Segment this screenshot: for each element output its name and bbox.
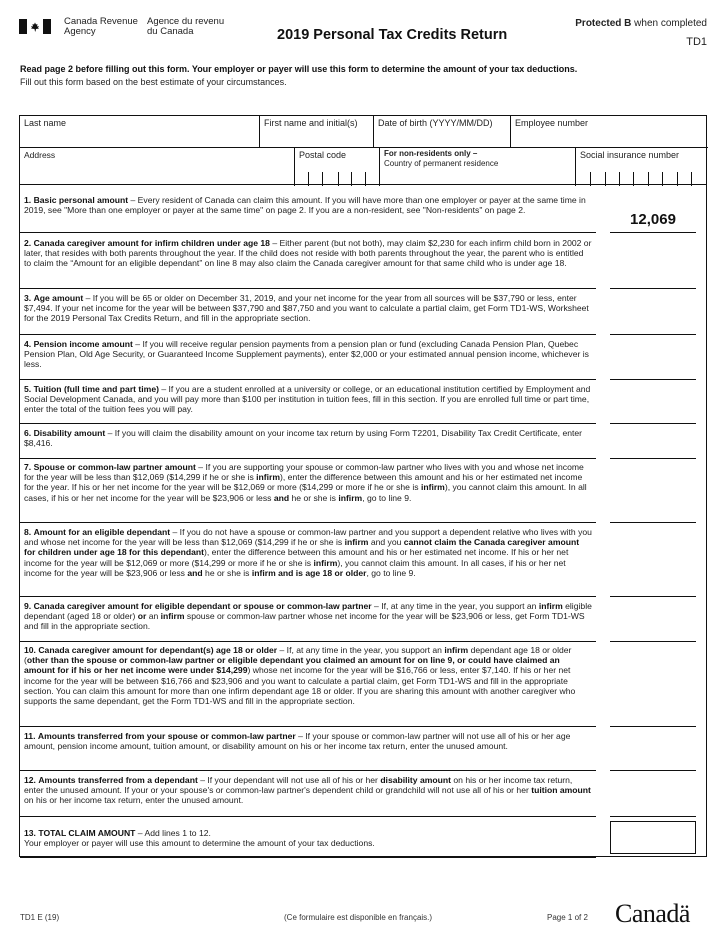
line-8-amount[interactable]: [610, 596, 696, 597]
line-13-total-claim-amount: 13. TOTAL CLAIM AMOUNT – Add lines 1 to 12. Your employer or payer will use this amount to determine the amount of your tax deductions.: [24, 828, 375, 849]
postal-code-field[interactable]: Postal code: [299, 150, 347, 160]
line-1-amount[interactable]: 12,069: [630, 211, 676, 228]
french-availability-note: (Ce formulaire est disponible en français.): [284, 913, 433, 922]
line-1-basic-personal-amount: 1. Basic personal amount – Every resident of Canada can claim this amount. If you will have more than one employer or payer at the same time in 2019, see "More than one employer or payer at the same time" on page 2. If you are a non-resident, see "Non-residents" on page 2.: [24, 195, 586, 216]
agency-name-french: Agence du revenu du Canada: [147, 16, 225, 37]
address-field[interactable]: Address: [24, 150, 56, 160]
agency-name-english: Canada Revenue Agency: [64, 16, 138, 37]
canada-flag-icon: [19, 19, 51, 34]
last-name-field[interactable]: Last name: [24, 118, 67, 128]
date-of-birth-field[interactable]: Date of birth (YYYY/MM/DD): [378, 118, 493, 128]
social-insurance-number-field[interactable]: Social insurance number: [580, 150, 680, 160]
line-5-tuition: 5. Tuition (full time and part time) – If you are a student enrolled at a university or college, or an educational institution certified by Employment and Social Development Canada, and you will pay more than $100 per institution in tuition fees, fill in this section. If you are enrolled full time or part time, enter the total of the tuition fees you will pay.: [24, 384, 591, 415]
line-9-caregiver-eligible-dependant-or-spouse: 9. Canada caregiver amount for eligible dependant or spouse or common-law partner – If, at any time in the year, you support an infirm eligible dependant (aged 18 or older) or an infirm spouse or common-law partner whose net income for the year will be $23,906 or less, get Form TD1-WS and fill in the appropriate section.: [24, 601, 592, 632]
line-4-pension-income-amount: 4. Pension income amount – If you will receive regular pension payments from a pension plan or fund (excluding Canada Pension Plan, Quebec Pension Plan, Old Age Security, or Guaranteed Income Supplement payments), enter $2,000 or your estimated annual pension income, whichever is less.: [24, 339, 589, 370]
line-3-age-amount: 3. Age amount – If you will be 65 or older on December 31, 2019, and your net income for the year from all sources will be $37,790 or less, enter $7,494. If your net income for the year will be between $37,790 and $87,750 and you want to calculate a partial claim, get Form TD1-WS, Worksheet for the 2019 Personal Tax Credits Return, and fill in the appropriate section.: [24, 293, 589, 324]
line-8-eligible-dependant: 8. Amount for an eligible dependant – If you do not have a spouse or common-law partner and you support a dependent relative who lives with you and whose net income for the year will be less than $12,069 ($14,299 if he or she is infirm and you cannot claim the Canada caregiver amount for children under age 18 for this dependant), enter the difference between this amount and his or her estimated net income. If his or her net income for the year will be $12,069 or more ($14,299 or more if he or she is infirm), you cannot claim this amount. In all cases, if his or her net income for the year will be $23,906 or less and he or she is infirm and is age 18 or older, go to line 9.: [24, 527, 592, 578]
line-2-caregiver-infirm-children: 2. Canada caregiver amount for infirm children under age 18 – Either parent (but not both), may claim $2,230 for each infirm child born in 2002 or later, that resides with both parents throughout the year. If the child does not reside with both parents throughout the year, the parent who is entitled to claim the “Amount for an eligible dependant” on line 8 may also claim the Canada caregiver amount for that same child who is under age 18.: [24, 238, 592, 269]
form-code: TD1: [686, 36, 707, 48]
intro-subinstruction: Fill out this form based on the best estimate of your circumstances.: [20, 77, 287, 87]
line-3-amount[interactable]: [610, 334, 696, 335]
page-title: 2019 Personal Tax Credits Return: [277, 27, 508, 43]
employee-number-field[interactable]: Employee number: [515, 118, 589, 128]
maple-leaf-icon: [30, 22, 40, 32]
form-identifier: TD1 E (19): [20, 913, 60, 922]
first-name-field[interactable]: First name and initial(s): [264, 118, 358, 128]
line-9-amount[interactable]: [610, 641, 696, 642]
line-10-amount[interactable]: [610, 726, 696, 727]
line-12-transfer-from-dependant: 12. Amounts transferred from a dependant – If your dependant will not use all of his or her disability amount on his or her income tax return, enter the unused amount. If your or your spouse's or common-law partner's dependent child or grandchild will not use all of his or her tuition amount on his or her income tax return, enter the unused amount.: [24, 775, 591, 806]
total-claim-amount-box[interactable]: [610, 821, 696, 854]
line-4-amount[interactable]: [610, 379, 696, 380]
protected-notice: Protected B when completed: [575, 18, 707, 29]
page-number: Page 1 of 2: [547, 913, 588, 922]
claim-amounts-section: [19, 184, 707, 857]
line-2-amount[interactable]: [610, 288, 696, 289]
line-7-amount[interactable]: [610, 522, 696, 523]
country-of-residence-field[interactable]: For non-residents only – Country of permanent residence: [384, 149, 499, 168]
canada-wordmark-icon: Canadä: [615, 899, 690, 928]
line-12-amount[interactable]: [610, 816, 696, 817]
identification-section: [19, 115, 707, 185]
line-5-amount[interactable]: [610, 423, 696, 424]
line-6-disability-amount: 6. Disability amount – If you will claim the disability amount on your income tax return by using Form T2201, Disability Tax Credit Certificate, enter $8,416.: [24, 428, 583, 449]
line-10-caregiver-dependants-18-plus: 10. Canada caregiver amount for dependant(s) age 18 or older – If, at any time in the year, you support an infirm dependant age 18 or older (other than the spouse or common-law partner or eligible dependant you claimed an amount for on line 9, or could have claimed an amount for if his or her net income were under $14,299) whose net income for the year will be $16,766 or less, enter $7,140. If his or her net income for the year will be between $16,766 and $23,906 and you want to calculate a partial claim, get Form TD1-WS and fill in the appropriate section. You can claim this amount for more than one infirm dependant age 18 or older. If you are sharing this amount with another caregiver who supports the same dependant, get the Form TD1-WS and fill in the appropriate section.: [24, 645, 576, 707]
intro-instruction: Read page 2 before filling out this form. Your employer or payer will use this form to determine the amount of your tax deductions.: [20, 64, 578, 74]
line-6-amount[interactable]: [610, 458, 696, 459]
line-7-spouse-amount: 7. Spouse or common-law partner amount – If you are supporting your spouse or common-law partner who lives with you and whose net income for the year will be less than $12,069 ($14,299 if he or she is infirm), enter the difference between this amount and his or her estimated net income for the year. If his or her net income for the year will be $12,069 or more ($14,299 or more if he or she is infirm), you cannot claim this amount. In all cases, if his or her net income for the year will be $23,906 or less and he or she is infirm, go to line 9.: [24, 462, 587, 503]
line-11-amount[interactable]: [610, 770, 696, 771]
line-11-transfer-from-spouse: 11. Amounts transferred from your spouse or common-law partner – If your spouse or common-law partner will not use all of his or her age amount, pension income amount, tuition amount, or disability amount on his or her income tax return, enter the unused amount.: [24, 731, 571, 752]
